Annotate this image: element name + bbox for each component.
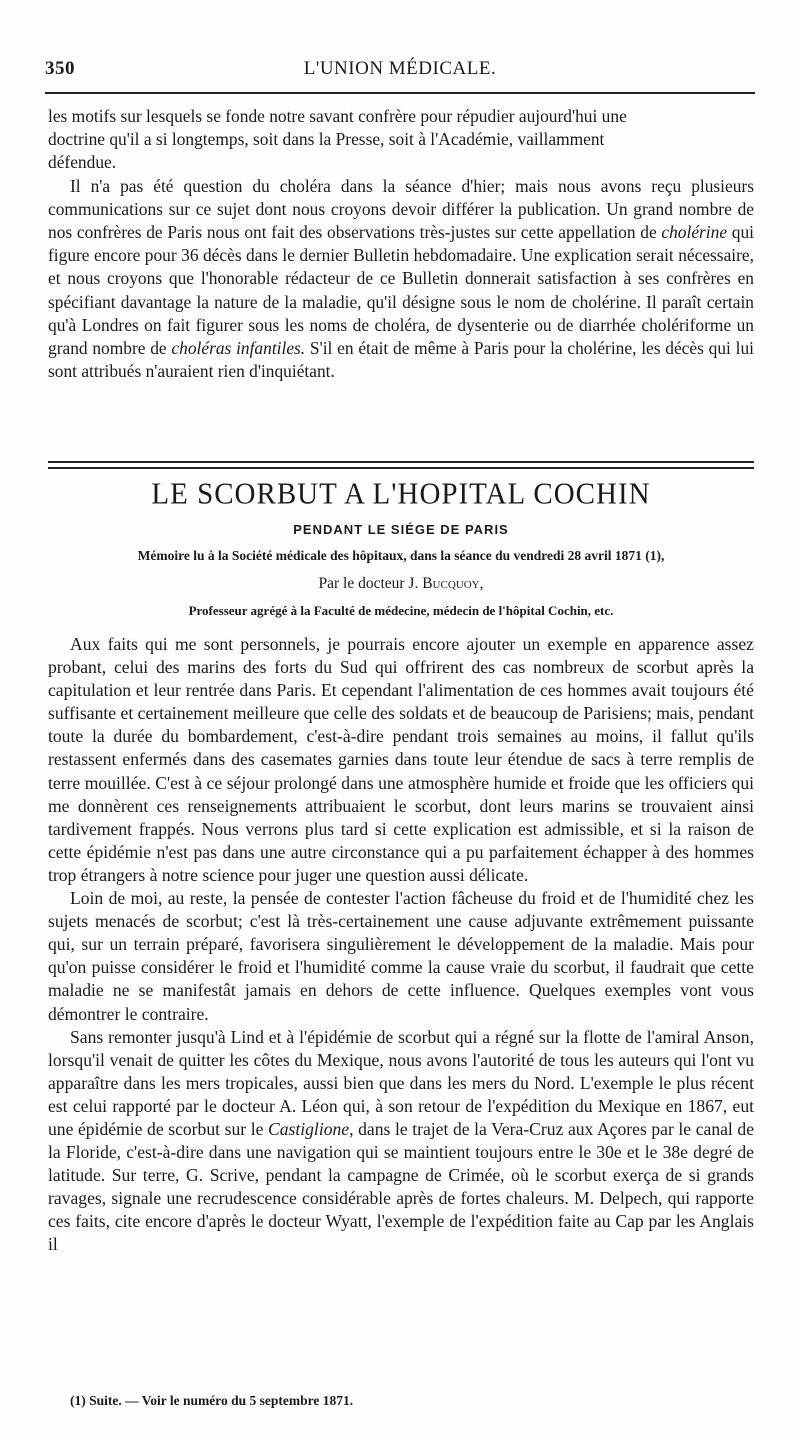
intro-text-b: qui figure encore pour 36 décès dans le dernier Bulletin hebdomadaire. Une explication serait nécessaire, et nous croyons que l'honorable rédacteur de ce Bulletin donnerait satisfaction à ses confrères en spécifiant davantage la nature de la maladie, qu'il désigne sous le nom de cholérine. Il paraît certain qu'à Londres on fait figurer sous les noms de choléra, de dysenterie ou de diarrhée cholériforme un grand nombre de	[48, 222, 754, 359]
body-paragraph-3	[48, 1026, 754, 1257]
ship-name: Castiglione,	[267, 1118, 354, 1139]
body-paragraph-3-text-b: dans le trajet de la Vera-Cruz aux Açores par le canal de la Floride, c'est-à-dire dans une navigation qui se maintient toujours entre le 30e et le 38e degré de latitude. Sur terre, G. Scrive, pendant la campagne de Crimée, où le scorbut exerça de si grands ravages, signale une recrudescence considérable après de fortes chaleurs. M. Delpech, qui rapporte ces faits, cite encore d'après le docteur Wyatt, l'exemple de l'expédition faite au Cap par les Anglais il	[48, 1118, 754, 1255]
body-paragraph-1: Aux faits qui me sont personnels, je pourrais encore ajouter un exemple en apparence assez probant, celui des marins des forts du Sud qui offrirent des cas nombreux de scorbut après la capitulation et leur rentrée dans Paris. Et cependant l'alimentation de ces hommes avait toujours été suffisante et certainement meilleure que celle des soldats et de beaucoup de Parisiens; mais, pendant toute la durée du bombardement, c'est-à-dire pendant trois semaines au moins, il fallut qu'ils restassent enfermés dans des casemates garnies dans toute leur étendue de sacs à terre remplis de terre mouillée. C'est à ce séjour prolongé dans une atmosphère humide et froide que les officiers qui me donnèrent ces renseignements attribuaient le scorbut, dont leurs marins se trouvaient ainsi tardivement frappés. Nous verrons plus tard si cette explication est admissible, et si la raison de cette épidémie n'est pas dans une autre circonstance qui a pu parfaitement échapper à des hommes trop étrangers à notre science pour juger une question aussi délicate.	[48, 634, 754, 885]
article-body	[48, 633, 754, 1257]
section-rule-top	[48, 461, 754, 463]
author-name: Bucquoy	[422, 575, 480, 592]
intro-section	[48, 105, 754, 383]
intro-line-2: doctrine qu'il a si longtemps, soit dans la Presse, soit à l'Académie, vaillamment	[48, 129, 605, 150]
author-affiliation: Professeur agrégé à la Faculté de médecine, médecin de l'hôpital Cochin, etc.	[188, 603, 614, 618]
running-head	[45, 58, 755, 88]
intro-paragraph-cholera	[48, 175, 754, 384]
body-paragraph-3-text-a: Sans remonter jusqu'à Lind et à l'épidémie de scorbut qui a régné sur la flotte de l'amiral Anson, lorsqu'il venait de quitter les côtes du Mexique, nous avons l'autorité de tous les auteurs qui l'ont vu apparaître dans les mers tropicales, aussi bien que dans les mers du Nord. L'exemple le plus récent est celui rapporté par le docteur A. Léon qui, à son retour de l'expédition du Mexique en 1867, eut une épidémie de scorbut sur le	[48, 1026, 754, 1139]
intro-text-c: S'il en était de même à Paris pour la cholérine, les décès qui lui sont attribués n'auraient rien d'inquiétant.	[48, 338, 754, 382]
intro-text-a: Il n'a pas été question du choléra dans la séance d'hier; mais nous avons reçu plusieurs communications sur ce sujet dont nous croyons devoir différer la publication. Un grand nombre de nos confrères de Paris nous ont fait des observations très-justes sur cette appellation de	[48, 175, 754, 243]
article-title: LE SCORBUT A L'HOPITAL COCHIN	[151, 477, 651, 511]
header-rule	[45, 92, 755, 94]
byline-suffix: ,	[479, 575, 484, 592]
byline	[48, 575, 754, 593]
page-number: 350	[45, 58, 75, 79]
article-subtitle: PENDANT LE SIÉGE DE PARIS	[293, 522, 509, 537]
section-rule-bottom	[48, 467, 754, 469]
intro-term-cholerine: cholérine	[661, 222, 728, 243]
intro-line-3: défendue.	[48, 152, 117, 173]
journal-title: L'UNION MÉDICALE.	[303, 58, 497, 79]
body-paragraph-2: Loin de moi, au reste, la pensée de contester l'action fâcheuse du froid et de l'humidité chez les sujets menacés de scorbut; c'est là très-certainement une cause adjuvante extrêmement puissante qui, sur un terrain préparé, favorisera singulièrement le développement de la maladie. Mais pour qu'on puisse considérer le froid et l'humidité comme la cause vraie du scorbut, il faudrait que cette maladie ne se manifestât jamais en dehors de cette influence. Quelques exemples vont vous démontrer le contraire.	[48, 888, 754, 1024]
byline-prefix: Par le docteur J.	[318, 575, 419, 592]
footnote: (1) Suite. — Voir le numéro du 5 septembre 1871.	[70, 1393, 354, 1408]
intro-line-1: les motifs sur lesquels se fonde notre savant confrère pour répudier aujourd'hui une	[48, 106, 627, 126]
intro-term-infantiles: choléras infantiles.	[171, 338, 306, 359]
memoir-note: Mémoire lu à la Société médicale des hôpitaux, dans la séance du vendredi 28 avril 1871 (1),	[137, 548, 665, 563]
